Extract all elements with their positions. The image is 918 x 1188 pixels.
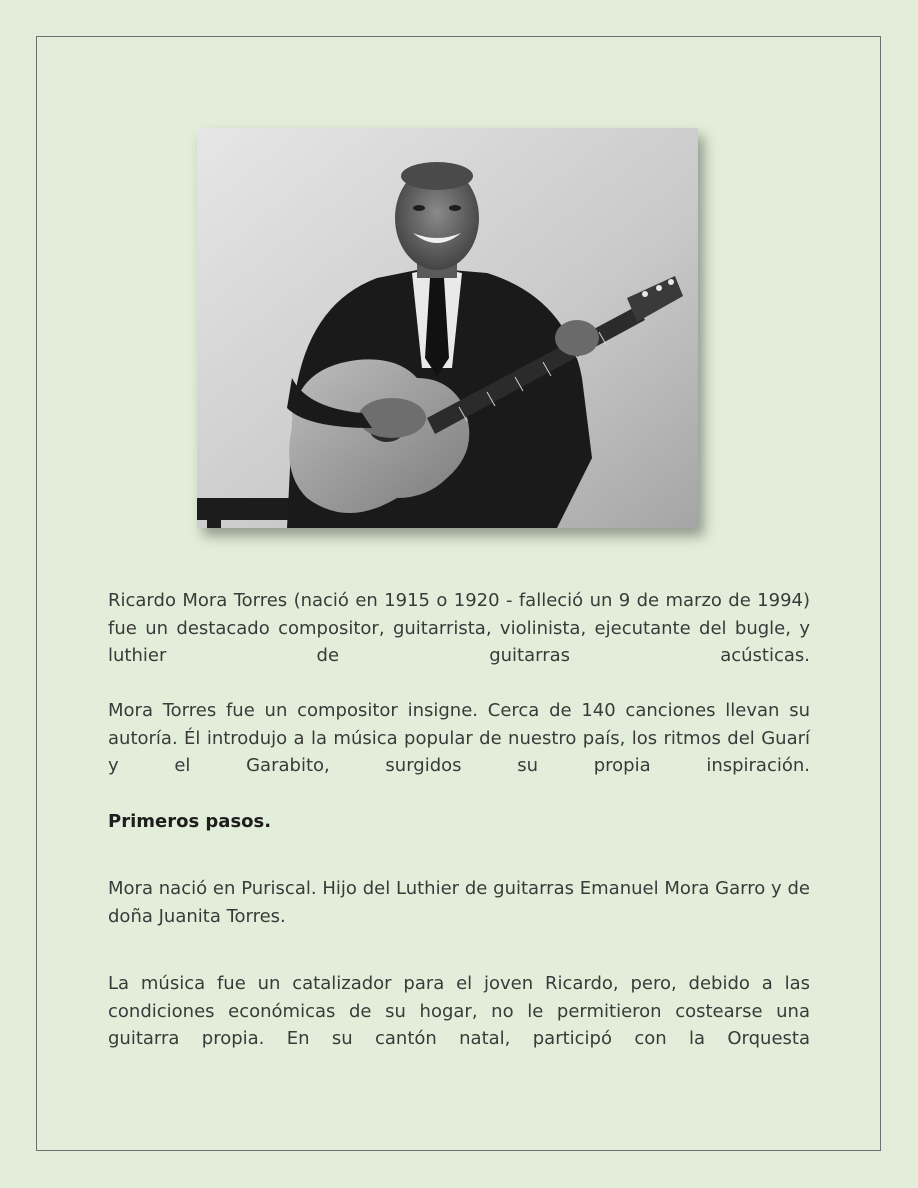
- portrait-photo-guitarist-icon: [197, 128, 698, 528]
- portrait-photo: [197, 128, 698, 528]
- composer-paragraph: Mora Torres fue un compositor insigne. Cerca de 140 canciones llevan su autoría. Él introdujo a la música popular de nuestro país, los ritmos del Guarí y el Garabito, surgidos su propia inspiración.: [108, 700, 810, 776]
- music-paragraph: La música fue un catalizador para el joven Ricardo, pero, debido a las condiciones económicas de su hogar, no le permitieron costearse una guitarra propia. En su cantón natal, participó con la Orquesta: [108, 973, 810, 1049]
- birth-paragraph: Mora nació en Puriscal. Hijo del Luthier de guitarras Emanuel Mora Garro y de doña Juanita Torres.: [108, 878, 810, 927]
- intro-paragraph: Ricardo Mora Torres (nació en 1915 o 1920 - falleció un 9 de marzo de 1994) fue un destacado compositor, guitarrista, violinista, ejecutante del bugle, y luthier de guitarras acústicas.: [108, 590, 810, 666]
- section-heading: Primeros pasos.: [108, 811, 272, 832]
